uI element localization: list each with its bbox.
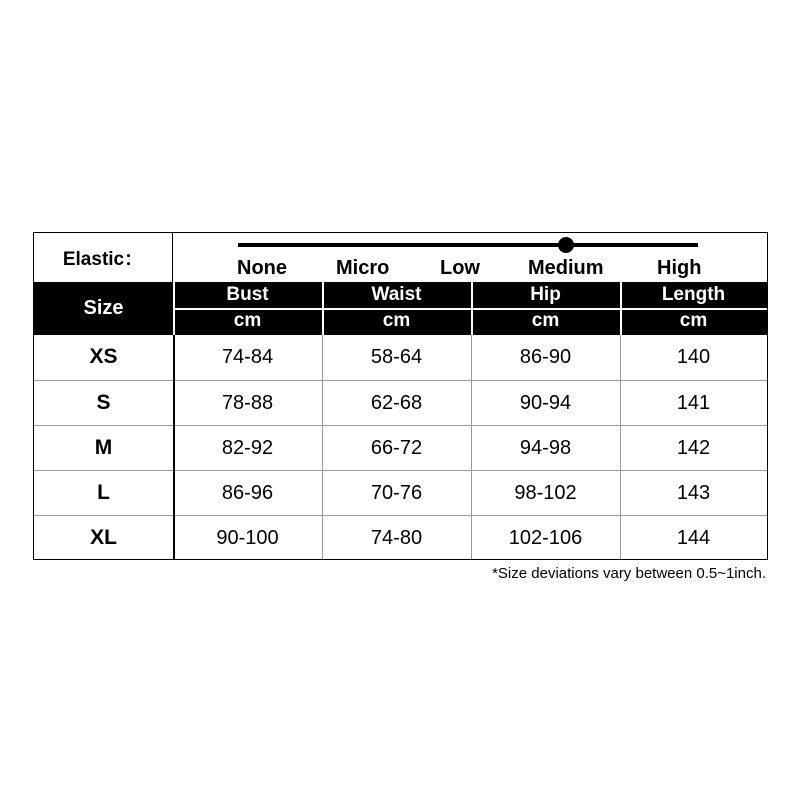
hip-cell: 98-102 [514, 481, 577, 504]
elasticity-level-low: Low [440, 257, 480, 279]
header-hip-label: Hip [530, 284, 561, 305]
header-column-divider [173, 282, 175, 335]
elasticity-level-medium: Medium [528, 257, 604, 279]
elasticity-level-high: High [657, 257, 702, 279]
table-row [34, 470, 767, 515]
column-divider [173, 335, 175, 559]
elasticity-indicator [558, 237, 574, 253]
length-cell: 142 [676, 436, 711, 459]
size-cell: M [94, 436, 113, 459]
header-column-divider [471, 282, 473, 335]
elasticity-track [238, 243, 698, 247]
length-cell: 141 [676, 391, 711, 414]
hip-cell: 90-94 [519, 391, 572, 414]
waist-cell: 66-72 [370, 436, 423, 459]
length-cell: 140 [676, 345, 711, 368]
table-row [34, 515, 767, 560]
bust-cell: 78-88 [221, 391, 274, 414]
bust-cell: 90-100 [216, 526, 279, 549]
elasticity-level-micro: Micro [336, 257, 390, 279]
length-cell: 143 [676, 481, 711, 504]
bust-cell: 86-96 [221, 481, 274, 504]
header-column-divider [322, 282, 324, 335]
size-cell: XS [89, 345, 118, 368]
table-header [34, 282, 767, 335]
size-deviation-note: *Size deviations vary between 0.5~1inch. [492, 565, 766, 582]
header-length-unit: cm [679, 310, 708, 331]
length-cell: 144 [676, 526, 711, 549]
size-cell: L [97, 481, 110, 504]
elasticity-row [34, 233, 767, 282]
header-bust-label: Bust [226, 284, 269, 305]
waist-cell: 58-64 [370, 345, 423, 368]
header-length-label: Length [661, 284, 726, 305]
header-waist-unit: cm [382, 310, 411, 331]
size-chart [33, 232, 768, 560]
waist-cell: 70-76 [370, 481, 423, 504]
elasticity-scale [173, 233, 767, 282]
hip-cell: 86-90 [519, 345, 572, 368]
size-cell: XL [90, 526, 117, 549]
header-unit-divider [173, 308, 767, 310]
header-bust-unit: cm [233, 310, 262, 331]
waist-cell: 62-68 [370, 391, 423, 414]
header-column-divider [620, 282, 622, 335]
hip-cell: 94-98 [519, 436, 572, 459]
bust-cell: 74-84 [221, 345, 274, 368]
bust-cell: 82-92 [221, 436, 274, 459]
table-row [34, 425, 767, 470]
header-waist-label: Waist [371, 284, 422, 305]
size-cell: S [96, 391, 111, 414]
hip-cell: 102-106 [508, 526, 583, 549]
table-row [34, 380, 767, 425]
table-row [34, 335, 767, 380]
column-divider [620, 335, 621, 559]
header-hip-unit: cm [531, 310, 560, 331]
column-divider [471, 335, 472, 559]
header-size: Size [83, 297, 124, 319]
waist-cell: 74-80 [370, 526, 423, 549]
elasticity-label: Elastic： [34, 233, 173, 282]
elasticity-level-none: None [237, 257, 287, 279]
column-divider [322, 335, 323, 559]
